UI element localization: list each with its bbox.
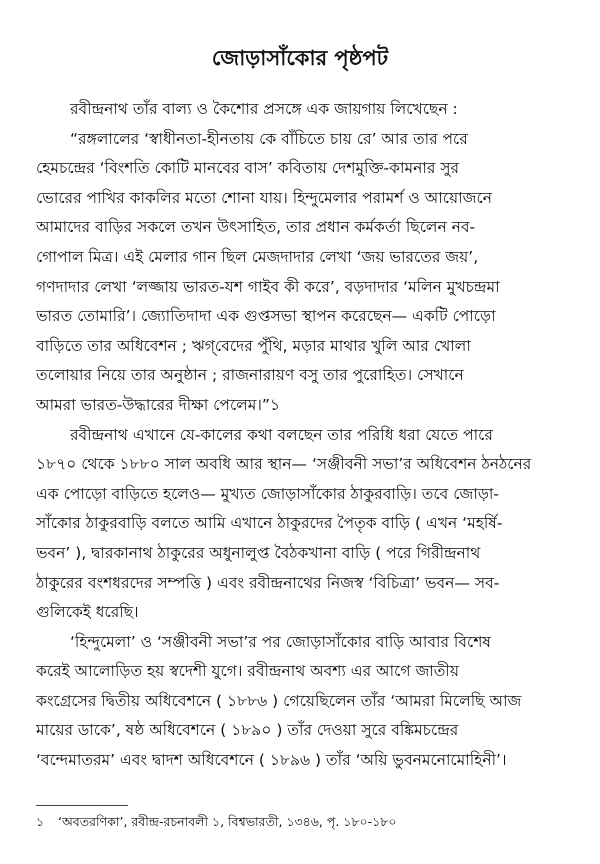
body-text	[36, 95, 566, 776]
text-line: বাড়িতে তার অধিবেশন ; ঋগ্‌বেদের পুঁথি, মড়ার মাথার খুলি আর খোলা	[36, 336, 471, 355]
text-line: তলোয়ার নিয়ে তার অনুষ্ঠান ; রাজনারায়ণ বসু তার পুরোহিত। সেখানে	[36, 366, 464, 385]
text-line: রবীন্দ্রনাথ তাঁর বাল্য ও কৈশোর প্রসঙ্গে এক জায়গায় লিখেছেন :	[70, 100, 458, 118]
text-line: ১৮৭০ থেকে ১৮৮০ সাল অবধি আর স্থান— ‘সঞ্জীবনী সভা’র অধিবেশন ঠনঠনের	[36, 455, 532, 474]
text-line: ‘হিন্দুমেলা’ ও ‘সঞ্জীবনী সভা’র পর জোড়াসাঁকোর বাড়ি আবার বিশেষ	[70, 632, 491, 651]
text-line: মায়ের ডাকে’, ষষ্ঠ অধিবেশনে ( ১৮৯০ ) তাঁর দেওয়া সুরে বঙ্কিমচন্দ্রের	[36, 721, 459, 740]
text-line: রবীন্দ্রনাথ এখানে যে-কালের কথা বলছেন তার পরিধি ধরা যেতে পারে	[70, 425, 493, 444]
text-line: “রঙ্গলালের ‘স্বাধীনতা-হীনতায় কে বাঁচিতে চায় রে’ আর তার পরে	[70, 129, 468, 148]
text-line: আমরা ভারত-উদ্ধারের দীক্ষা পেলেম।”১	[36, 395, 280, 414]
footnote-text: ‘অবতরণিকা’, রবীন্দ্র-রচনাবলী ১, বিশ্বভারতী, ১৩৪৬, পৃ. ১৮০-১৮০	[58, 814, 397, 829]
footnote-divider	[36, 805, 128, 806]
text-line: গোপাল মিত্র। এই মেলার গান ছিল মেজদাদার লেখা ‘জয় ভারতের জয়’,	[36, 247, 479, 266]
footnote	[36, 812, 566, 832]
text-line: সাঁকোর ঠাকুরবাড়ি বলতে আমি এখানে ঠাকুরদের পৈতৃক বাড়ি ( এখন ‘মহর্ষি-	[36, 514, 503, 533]
text-line: গণদাদার লেখা ‘লজ্জায় ভারত-যশ গাইব কী করে’, বড়দাদার ‘মলিন মুখচন্দ্রমা	[36, 277, 500, 296]
text-line: করেই আলোড়িত হয় স্বদেশী যুগে। রবীন্দ্রনাথ অবশ্য এর আগে জাতীয়	[36, 662, 459, 681]
text-line: আমাদের বাড়ির সকলে তখন উৎসাহিত, তার প্রধান কর্মকর্তা ছিলেন নব-	[36, 218, 476, 237]
text-line: ঠাকুরের বংশধরদের সম্পত্তি ) এবং রবীন্দ্রনাথের নিজস্ব ‘বিচিত্রা’ ভবন— সব-	[36, 573, 500, 592]
text-line: এক পোড়ো বাড়িতে হলেও— মুখ্যত জোড়াসাঁকোর ঠাকুরবাড়ি। তবে জোড়া-	[36, 484, 500, 503]
text-line: ভবন’ ), দ্বারকানাথ ঠাকুরের অধুনালুপ্ত বৈঠকখানা বাড়ি ( পরে গিরীন্দ্রনাথ	[36, 543, 481, 562]
text-line: গুলিকেই ধরেছি।	[36, 603, 139, 622]
text-line: ভোরের পাখির কাকলির মতো শোনা যায়। হিন্দুমেলার পরামর্শ ও আয়োজনে	[36, 188, 492, 207]
text-line: ভারত তোমারি’। জ্যোতিদাদা এক গুপ্তসভা স্থাপন করেছেন— একটি পোড়ো	[36, 307, 496, 326]
text-line: হেমচন্দ্রের ‘বিংশতি কোটি মানবের বাস’ কবিতায় দেশমুক্তি-কামনার সুর	[36, 159, 460, 178]
page-title: জোড়াসাঁকোর পৃষ্ঠপট	[211, 46, 389, 70]
text-line: কংগ্রেসের দ্বিতীয় অধিবেশনে ( ১৮৮৬ ) গেয়েছিলেন তাঁর ‘আমরা মিলেছি আজ	[36, 691, 522, 710]
footnote-number: ১	[36, 814, 45, 829]
text-line: ‘বন্দেমাতরম’ এবং দ্বাদশ অধিবেশনে ( ১৮৯৬ ) তাঁর ‘অয়ি ভুবনমনোমোহিনী’।	[36, 751, 507, 770]
